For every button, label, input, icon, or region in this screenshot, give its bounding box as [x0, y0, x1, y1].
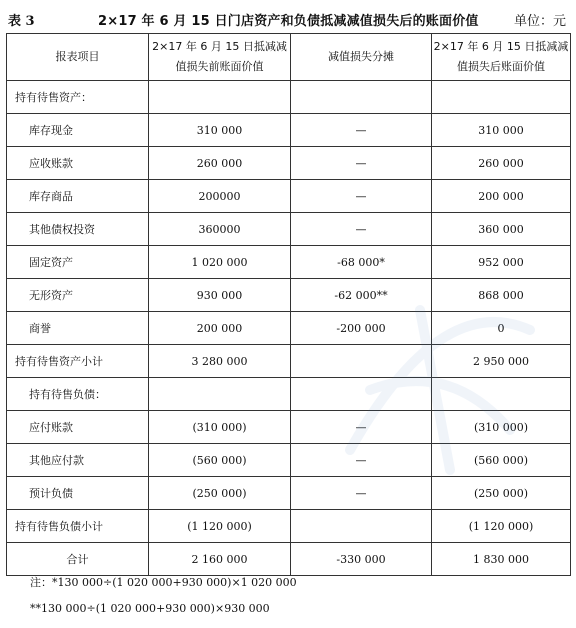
row-after: (560 000) [432, 444, 571, 477]
row-allocation: — [291, 180, 432, 213]
row-before [149, 81, 291, 114]
row-before: 200000 [149, 180, 291, 213]
row-before: 260 000 [149, 147, 291, 180]
row-item: 其他债权投资 [7, 213, 149, 246]
row-allocation: -62 000** [291, 279, 432, 312]
table-row [7, 180, 571, 213]
row-item: 持有待售负债： [7, 378, 149, 411]
row-allocation [291, 81, 432, 114]
row-before [149, 378, 291, 411]
table-row [7, 411, 571, 444]
row-allocation [291, 345, 432, 378]
row-allocation [291, 510, 432, 543]
row-item: 其他应付款 [7, 444, 149, 477]
table-title [6, 8, 570, 28]
row-allocation: -330 000 [291, 543, 432, 576]
header-before: 2×17 年 6 月 15 日抵减减值损失前账面价值 [149, 34, 291, 81]
row-after: (250 000) [432, 477, 571, 510]
row-item: 应收账款 [7, 147, 149, 180]
row-before: 3 280 000 [149, 345, 291, 378]
row-after: 360 000 [432, 213, 571, 246]
row-before: 1 020 000 [149, 246, 291, 279]
row-item: 持有待售资产： [7, 81, 149, 114]
row-allocation: — [291, 477, 432, 510]
footnote-1: 注：*130 000÷(1 020 000+930 000)×1 020 000 [30, 576, 297, 589]
valuation-table [6, 33, 571, 576]
row-before: (1 120 000) [149, 510, 291, 543]
header-item: 报表项目 [7, 34, 149, 81]
row-after: (310 000) [432, 411, 571, 444]
row-item: 无形资产 [7, 279, 149, 312]
row-before: 2 160 000 [149, 543, 291, 576]
row-item: 持有待售负债小计 [7, 510, 149, 543]
row-before: (250 000) [149, 477, 291, 510]
row-after [432, 378, 571, 411]
unit-label: 单位：元 [513, 14, 566, 29]
row-allocation: — [291, 411, 432, 444]
row-allocation: -68 000* [291, 246, 432, 279]
row-before: 360000 [149, 213, 291, 246]
row-item: 固定资产 [7, 246, 149, 279]
row-item: 应付账款 [7, 411, 149, 444]
row-before: (560 000) [149, 444, 291, 477]
row-allocation: — [291, 147, 432, 180]
table-row [7, 213, 571, 246]
table-row [7, 345, 571, 378]
table-row [7, 510, 571, 543]
table-caption: 2×17 年 6 月 15 日门店资产和负债抵减减值损失后的账面价值 [98, 14, 479, 29]
row-allocation [291, 378, 432, 411]
row-allocation: — [291, 114, 432, 147]
row-item: 持有待售资产小计 [7, 345, 149, 378]
row-before: 310 000 [149, 114, 291, 147]
header-after: 2×17 年 6 月 15 日抵减减值损失后账面价值 [432, 34, 571, 81]
row-item: 合计 [7, 543, 149, 576]
table-row [7, 147, 571, 180]
table-row [7, 246, 571, 279]
header-allocation: 减值损失分摊 [291, 34, 432, 81]
row-item: 库存商品 [7, 180, 149, 213]
row-after: 952 000 [432, 246, 571, 279]
row-after: 1 830 000 [432, 543, 571, 576]
row-after: 200 000 [432, 180, 571, 213]
table-row [7, 378, 571, 411]
row-after: 310 000 [432, 114, 571, 147]
table-row [7, 81, 571, 114]
row-allocation: — [291, 444, 432, 477]
table-row [7, 279, 571, 312]
table-header-row [7, 34, 571, 81]
row-allocation: -200 000 [291, 312, 432, 345]
row-allocation: — [291, 213, 432, 246]
row-before: 200 000 [149, 312, 291, 345]
table-row [7, 312, 571, 345]
table-row [7, 543, 571, 576]
row-after: (1 120 000) [432, 510, 571, 543]
row-before: 930 000 [149, 279, 291, 312]
table-row [7, 477, 571, 510]
row-after: 2 950 000 [432, 345, 571, 378]
row-item: 预计负债 [7, 477, 149, 510]
footnote-2: **130 000÷(1 020 000+930 000)×930 000 [30, 602, 270, 615]
table-row [7, 114, 571, 147]
row-after [432, 81, 571, 114]
row-before: (310 000) [149, 411, 291, 444]
row-after: 260 000 [432, 147, 571, 180]
row-after: 868 000 [432, 279, 571, 312]
row-item: 商誉 [7, 312, 149, 345]
row-after: 0 [432, 312, 571, 345]
table-row [7, 444, 571, 477]
table-number: 表 3 [8, 14, 35, 29]
row-item: 库存现金 [7, 114, 149, 147]
